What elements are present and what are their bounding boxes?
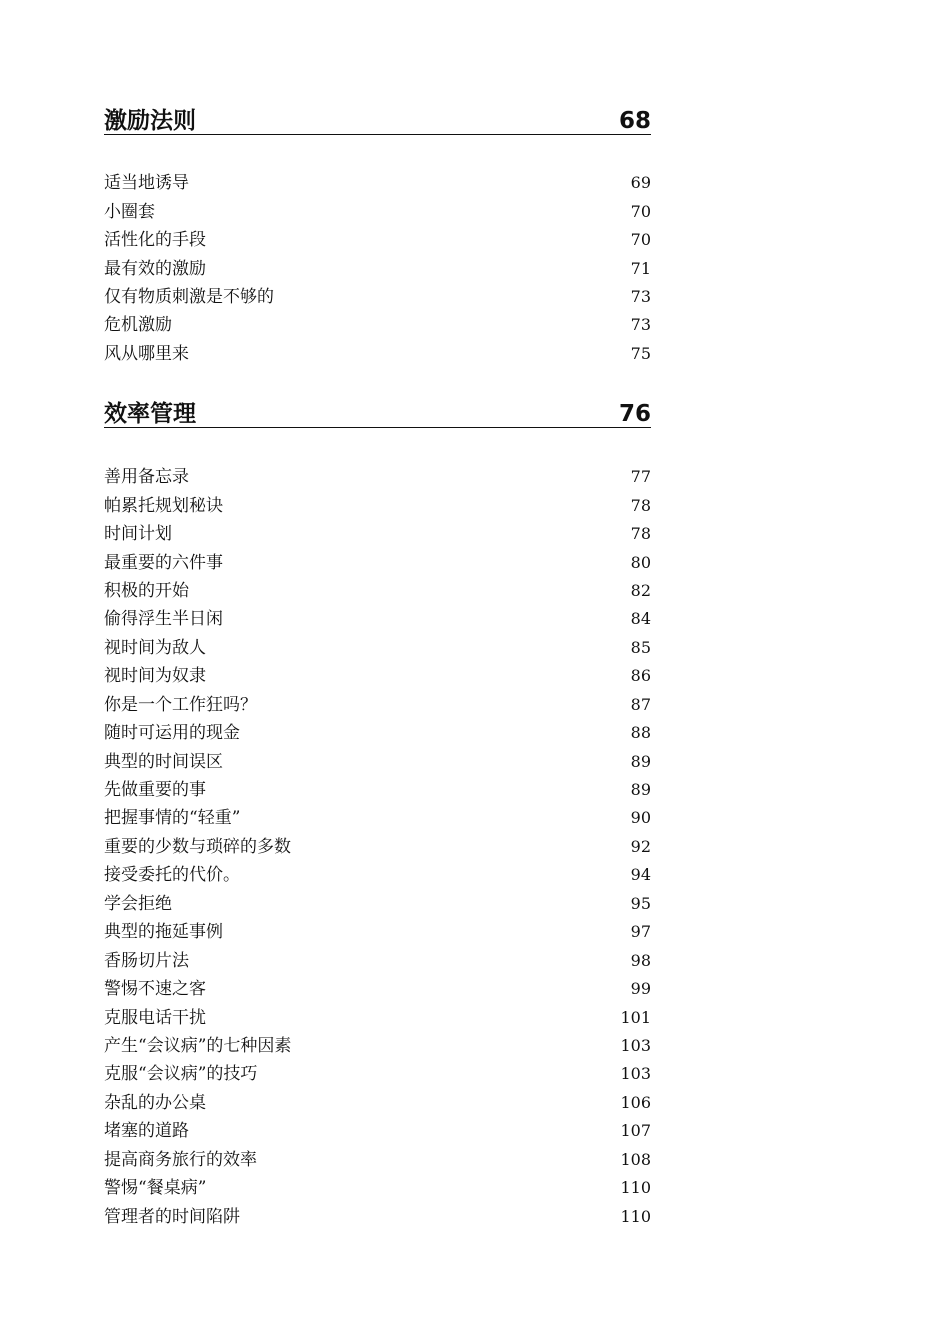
entry-title: 克服电话干扰 (104, 1007, 206, 1028)
entry-title: 你是一个工作狂吗？ (104, 694, 257, 715)
entry-title: 产生“会议病”的七种因素 (104, 1035, 292, 1056)
section-page-number: 76 (618, 401, 651, 427)
entry-page-number: 87 (630, 694, 651, 714)
entry-page-number: 110 (620, 1178, 651, 1198)
toc-entry[interactable] (104, 1202, 651, 1230)
entry-title: 适当地诱导 (104, 173, 189, 194)
entry-page-number: 71 (630, 258, 651, 278)
toc-entry[interactable] (104, 1003, 651, 1031)
section-page-number: 68 (618, 108, 651, 134)
entry-title: 提高商务旅行的效率 (104, 1149, 257, 1170)
entry-title: 香肠切片法 (104, 950, 189, 971)
entry-page-number: 82 (630, 580, 651, 600)
section-heading[interactable] (104, 104, 651, 135)
entry-page-number: 85 (630, 637, 651, 657)
entry-title: 帕累托规划秘诀 (104, 495, 223, 516)
toc-entry[interactable] (104, 804, 651, 832)
entry-title: 积极的开始 (104, 580, 189, 601)
entry-page-number: 73 (630, 286, 651, 306)
toc-entry[interactable] (104, 946, 651, 974)
entry-title: 小圈套 (104, 201, 155, 222)
entry-page-number: 99 (630, 979, 651, 999)
entry-title: 时间计划 (104, 524, 172, 545)
entry-title: 克服“会议病”的技巧 (104, 1064, 258, 1085)
entry-title: 典型的时间误区 (104, 751, 223, 772)
entry-title: 最有效的激励 (104, 258, 206, 279)
toc-entry[interactable] (104, 833, 651, 861)
entry-title: 警惕不速之客 (104, 979, 206, 1000)
entry-title: 把握事情的“轻重” (104, 808, 241, 829)
entry-title: 视时间为奴隶 (104, 666, 206, 687)
entry-page-number: 80 (630, 552, 651, 572)
entry-title: 偷得浮生半日闲 (104, 609, 223, 630)
section-title: 效率管理 (104, 401, 196, 427)
entry-title: 先做重要的事 (104, 780, 206, 801)
entry-title: 善用备忘录 (104, 467, 189, 488)
toc-entry[interactable] (104, 747, 651, 775)
entry-page-number: 69 (630, 173, 651, 193)
toc-entry[interactable] (104, 918, 651, 946)
entry-page-number: 89 (630, 780, 651, 800)
entry-page-number: 107 (620, 1121, 651, 1141)
entry-title: 堵塞的道路 (104, 1121, 189, 1142)
toc-entry[interactable] (104, 1146, 651, 1174)
toc-entry[interactable] (104, 226, 651, 254)
entry-title: 重要的少数与琐碎的多数 (104, 836, 291, 857)
toc-entry[interactable] (104, 1060, 651, 1088)
entry-title: 风从哪里来 (104, 343, 189, 364)
toc-entry[interactable] (104, 491, 651, 519)
entry-title: 警惕“餐桌病” (104, 1178, 207, 1199)
entry-title: 最重要的六件事 (104, 552, 223, 573)
toc-entry[interactable] (104, 605, 651, 633)
entry-title: 随时可运用的现金 (104, 723, 240, 744)
entry-page-number: 103 (620, 1035, 651, 1055)
entry-page-number: 101 (620, 1007, 651, 1027)
entry-page-number: 95 (630, 893, 651, 913)
toc-entry[interactable] (104, 1174, 651, 1202)
toc-entry[interactable] (104, 197, 651, 225)
section-heading[interactable] (104, 397, 651, 428)
entry-title: 仅有物质刺激是不够的 (104, 286, 274, 307)
toc-entry[interactable] (104, 1117, 651, 1145)
entry-page-number: 78 (630, 524, 651, 544)
entry-title: 活性化的手段 (104, 230, 206, 251)
toc-entry[interactable] (104, 520, 651, 548)
toc-entry[interactable] (104, 340, 651, 368)
toc-entry[interactable] (104, 662, 651, 690)
entry-page-number: 108 (620, 1149, 651, 1169)
toc-entry[interactable] (104, 577, 651, 605)
toc-entry[interactable] (104, 254, 651, 282)
entry-title: 视时间为敌人 (104, 637, 206, 658)
entry-page-number: 103 (620, 1064, 651, 1084)
section-entries (104, 463, 651, 1231)
entry-title: 管理者的时间陷阱 (104, 1206, 240, 1227)
entry-title: 杂乱的办公桌 (104, 1092, 206, 1113)
entry-page-number: 78 (630, 495, 651, 515)
entry-page-number: 110 (620, 1206, 651, 1226)
entry-page-number: 89 (630, 751, 651, 771)
toc-entry[interactable] (104, 548, 651, 576)
toc-entry[interactable] (104, 463, 651, 491)
entry-title: 典型的拖延事例 (104, 922, 223, 943)
entry-page-number: 90 (630, 808, 651, 828)
entry-page-number: 94 (630, 865, 651, 885)
entry-title: 学会拒绝 (104, 893, 172, 914)
section-entries (104, 169, 651, 368)
toc-entry[interactable] (104, 890, 651, 918)
entry-page-number: 73 (630, 315, 651, 335)
section-title: 激励法则 (104, 108, 196, 134)
entry-page-number: 86 (630, 666, 651, 686)
entry-title: 接受委托的代价。 (104, 865, 240, 886)
toc-entry[interactable] (104, 719, 651, 747)
entry-page-number: 70 (630, 230, 651, 250)
entry-page-number: 98 (630, 950, 651, 970)
entry-page-number: 88 (630, 723, 651, 743)
entry-page-number: 75 (630, 343, 651, 363)
entry-page-number: 97 (630, 922, 651, 942)
toc-entry[interactable] (104, 975, 651, 1003)
entry-page-number: 84 (630, 609, 651, 629)
toc-entry[interactable] (104, 169, 651, 197)
toc-entry[interactable] (104, 1032, 651, 1060)
toc-entry[interactable] (104, 311, 651, 339)
toc-entry[interactable] (104, 861, 651, 889)
toc-entry[interactable] (104, 776, 651, 804)
entry-page-number: 106 (620, 1092, 651, 1112)
toc-entry[interactable] (104, 1089, 651, 1117)
toc-entry[interactable] (104, 634, 651, 662)
entry-title: 危机激励 (104, 315, 172, 336)
toc-entry[interactable] (104, 283, 651, 311)
toc-entry[interactable] (104, 691, 651, 719)
entry-page-number: 70 (630, 201, 651, 221)
entry-page-number: 77 (630, 467, 651, 487)
entry-page-number: 92 (630, 836, 651, 856)
